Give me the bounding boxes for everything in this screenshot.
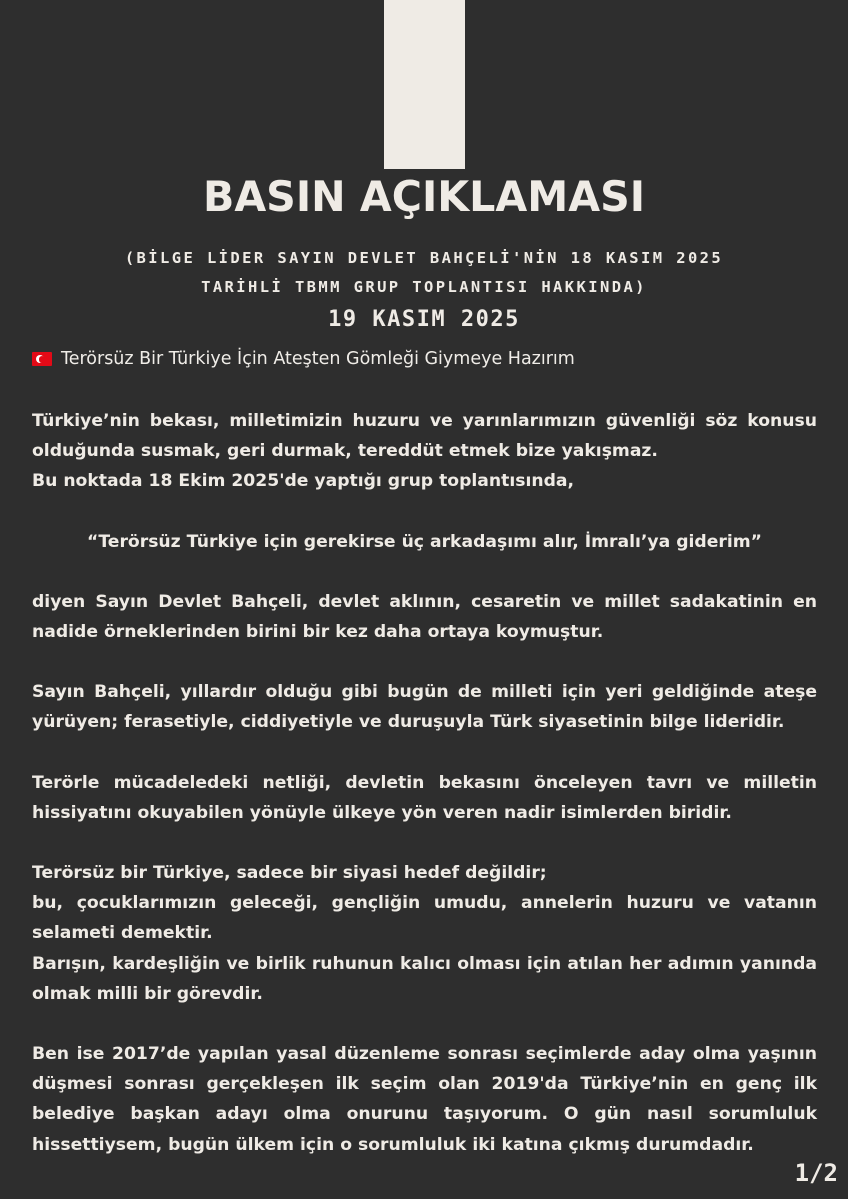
paragraph-5b: bu, çocuklarımızın geleceği, gençliğin umudu, annelerin huzuru ve vatanın selameti demektir. [32, 893, 817, 944]
turkish-flag-icon [32, 352, 52, 366]
page-indicator: 1/2 [794, 1159, 838, 1187]
paragraph-5c: Barışın, kardeşliğin ve birlik ruhunun kalıcı olması için atılan her adımın yanında olmak milli bir görevdir. [32, 953, 817, 1004]
paragraph-5a: Terörsüz bir Türkiye, sadece bir siyasi hedef değildir; [32, 863, 547, 884]
subtitle-line-1: (BİLGE LİDER SAYIN DEVLET BAHÇELİ'NİN 18 KASIM 2025 [124, 249, 724, 267]
page-subtitle [60, 244, 788, 302]
headline-text: Terörsüz Bir Türkiye İçin Ateşten Gömleği Giymeye Hazırım [61, 349, 575, 369]
page-title: BASIN AÇIKLAMASI [202, 172, 646, 221]
subtitle-line-2: TARİHLİ TBMM GRUP TOPLANTISI HAKKINDA) [201, 278, 647, 296]
paragraph-1b: Bu noktada 18 Ekim 2025'de yaptığı grup toplantısında, [32, 471, 575, 492]
paragraph-2: diyen Sayın Devlet Bahçeli, devlet aklının, cesaretin ve millet sadakatinin en nadide örneklerinden birini bir kez daha ortaya koymuştur. [32, 591, 817, 643]
headline [32, 349, 575, 369]
quote: “Terörsüz Türkiye için gerekirse üç arkadaşımı alır, İmralı’ya giderim” [87, 531, 762, 552]
paragraph-3: Sayın Bahçeli, yıllardır olduğu gibi bugün de milleti için yeri geldiğinde ateşe yürüyen; ferasetiyle, ciddiyetiyle ve duruşuyla Türk siyasetinin bilge lideridir. [32, 682, 817, 733]
decorative-top-bar [384, 0, 465, 169]
paragraph-4: Terörle mücadeledeki netliği, devletin bekasını önceleyen tavrı ve milletin hissiyatını okuyabilen yönüyle ülkeye yön veren nadir isimlerden biridir. [32, 772, 817, 823]
paragraph-6: Ben ise 2017’de yapılan yasal düzenleme sonrası seçimlerde aday olma yaşının düşmesi sonrası gerçekleşen ilk seçim olan 2019'da Türkiye’nin en genç ilk belediye başkan adayı olma onurunu taşıyorum. O gün nasıl sorumluluk hissettiysem, bugün ülkem için o sorumluluk iki katına çıkmış durumdadır. [32, 1044, 817, 1155]
release-date: 19 KASIM 2025 [328, 307, 520, 332]
paragraph-1: Türkiye’nin bekası, milletimizin huzuru ve yarınlarımızın güvenliği söz konusu olduğunda susmak, geri durmak, tereddüt etmek bize yakışmaz. [32, 411, 817, 462]
statement-body [32, 406, 817, 1160]
